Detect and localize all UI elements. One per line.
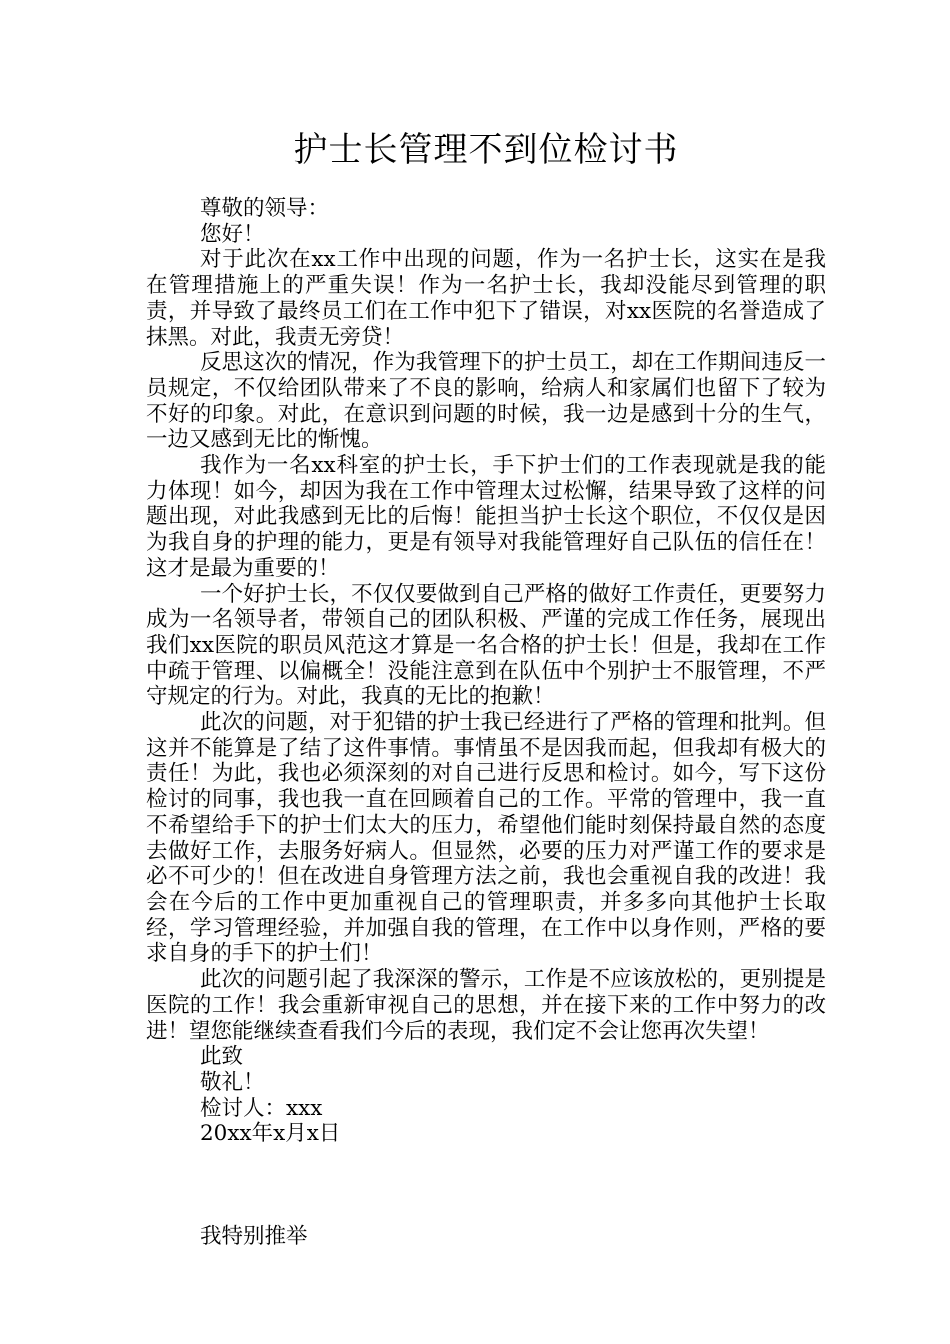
- regards: 敬礼！: [200, 1069, 265, 1095]
- body-paragraph: 此次的问题，对于犯错的护士我已经进行了严格的管理和批判。但这并不能算是了结了这件事情。事情虽不是因我而起，但我却有极大的责任！为此，我也必须深刻的对自己进行反思和检讨。如今，写下这份检讨的同事，我也我一直在回顾着自己的工作。平常的管理中，我一直不希望给手下的护士们太大的压力，希望他们能时刻保持最自然的态度去做好工作，去服务好病人。但显然，必要的压力对严谨工作的要求是必不可少的！但在改进自身管理方法之前，我也会重视自我的改进！我会在今后的工作中更加重视自己的管理职责，并多多向其他护士长取经，学习管理经验，并加强自我的管理，在工作中以身作则，严格的要求自身的手下的护士们！: [146, 710, 826, 967]
- salutation: 尊敬的领导：: [200, 196, 330, 221]
- document-page: [146, 128, 826, 1250]
- body-paragraph: 一个好护士长，不仅仅要做到自己严格的做好工作责任，更要努力成为一名领导者，带领自己的团队积极、严谨的完成工作任务，展现出我们xx医院的职员风范这才算是一名合格的护士长！但是，我却在工作中疏于管理、以偏概全！没能注意到在队伍中个别护士不服管理，不严守规定的行为。对此，我真的无比的抱歉！: [146, 581, 826, 710]
- signer: 检讨人：xxx: [200, 1095, 323, 1121]
- greeting: 您好！: [200, 221, 265, 247]
- closing: 此致: [200, 1044, 244, 1070]
- footer-text: 我特别推举: [200, 1224, 308, 1250]
- body-paragraph: 对于此次在xx工作中出现的问题，作为一名护士长，这实在是我在管理措施上的严重失误！作为一名护士长，我却没能尽到管理的职责，并导致了最终员工们在工作中犯下了错误，对xx医院的名誉造成了抹黑。对此，我责无旁贷！: [146, 247, 826, 350]
- body-paragraph: 此次的问题引起了我深深的警示，工作是不应该放松的，更别提是医院的工作！我会重新审视自己的思想，并在接下来的工作中努力的改进！望您能继续查看我们今后的表现，我们定不会让您再次失望！: [146, 967, 826, 1044]
- body-paragraph: 反思这次的情况，作为我管理下的护士员工，却在工作期间违反一员规定，不仅给团队带来了不良的影响，给病人和家属们也留下了较为不好的印象。对此，在意识到问题的时候，我一边是感到十分的生气，一边又感到无比的惭愧。: [146, 350, 826, 453]
- document-title: 护士长管理不到位检讨书: [293, 130, 679, 170]
- date: 20xx年x月x日: [200, 1121, 341, 1147]
- body-paragraph: 我作为一名xx科室的护士长，手下护士们的工作表现就是我的能力体现！如今，却因为我在工作中管理太过松懈，结果导致了这样的问题出现，对此我感到无比的后悔！能担当护士长这个职位，不仅仅是因为我自身的护理的能力，更是有领导对我能管理好自己队伍的信任在！这才是最为重要的！: [146, 453, 826, 581]
- spacer: [146, 1147, 826, 1224]
